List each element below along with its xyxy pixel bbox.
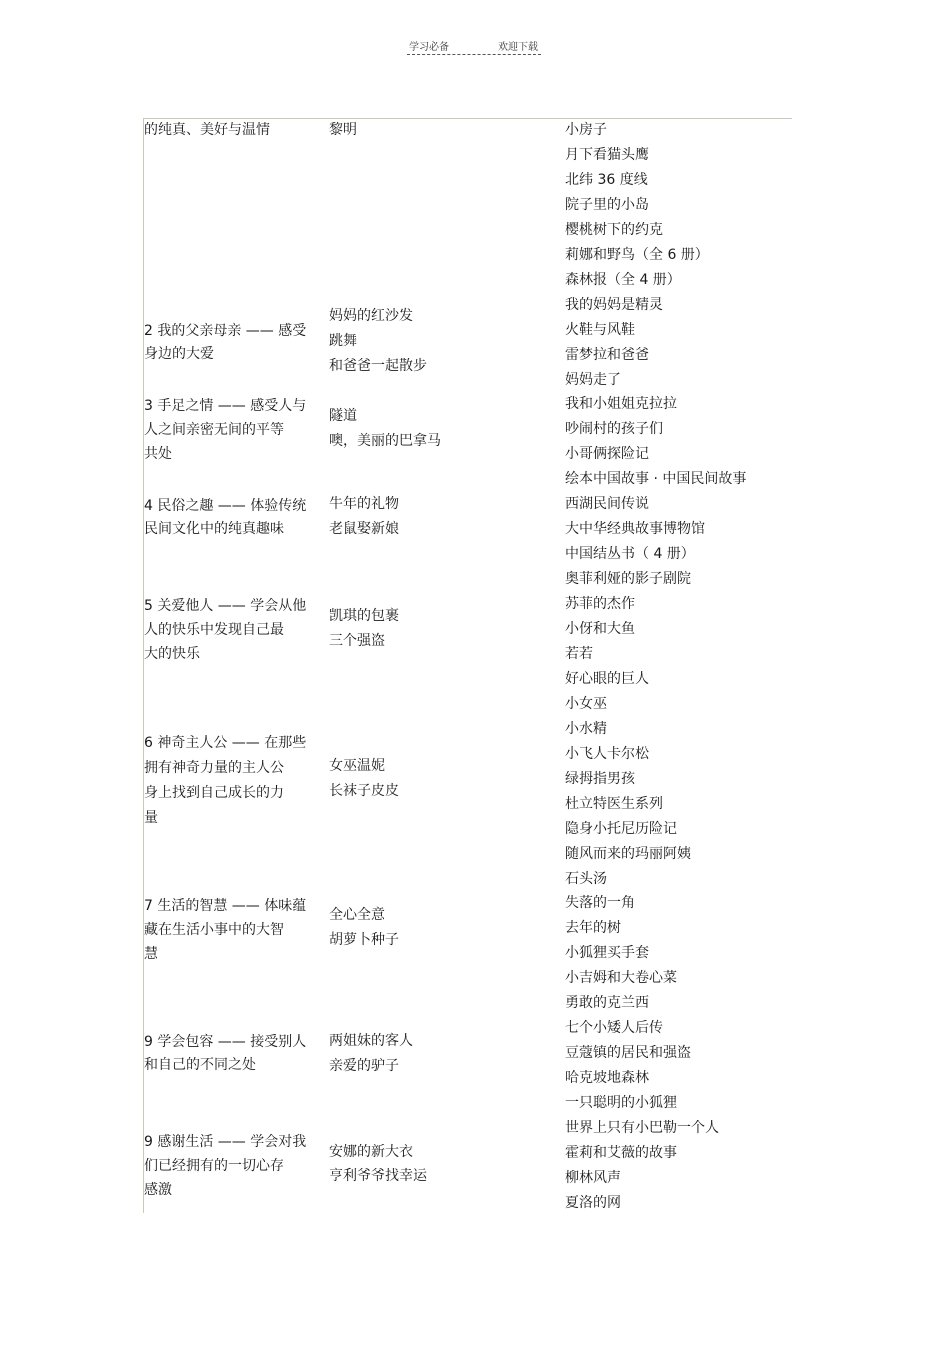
book-title: 随风而来的玛丽阿姨	[565, 845, 691, 862]
book-title: 森林报（全 4 册）	[565, 271, 681, 288]
text-title: 两姐妹的客人	[329, 1033, 413, 1049]
book-title: 大中华经典故事博物馆	[565, 521, 705, 538]
book-title: 七个小矮人后传	[565, 1020, 663, 1037]
topic-line: 5 关爱他人 —— 学会从他	[144, 598, 307, 614]
book-title: 苏菲的杰作	[565, 596, 635, 613]
topic-line: 和自己的不同之处	[144, 1057, 256, 1073]
topic-line: 身边的大爱	[144, 346, 214, 362]
topic-line: 4 民俗之趣 —— 体验传统	[144, 498, 307, 514]
text-title: 胡萝卜种子	[329, 932, 399, 948]
text-title: 老鼠娶新娘	[329, 521, 399, 537]
book-title: 隐身小托尼历险记	[565, 820, 677, 837]
book-title: 绘本中国故事 · 中国民间故事	[565, 471, 747, 488]
book-title: 哈克坡地森林	[565, 1070, 649, 1087]
book-title: 中国结丛书（ 4 册）	[565, 546, 695, 563]
book-title: 小飞人卡尔松	[565, 745, 649, 762]
book-title: 北纬 36 度线	[565, 171, 648, 188]
book-title: 小女巫	[565, 695, 607, 712]
topic-line: 藏在生活小事中的大智	[144, 922, 284, 938]
text-title: 女巫温妮	[329, 758, 385, 774]
book-title: 霍莉和艾薇的故事	[565, 1144, 677, 1161]
topic-line: 感激	[144, 1182, 172, 1198]
topic-line: 身上找到自己成长的力	[144, 785, 284, 801]
text-title: 安娜的新大衣	[329, 1144, 413, 1160]
text-title: 三个强盗	[329, 633, 385, 649]
book-title: 小水精	[565, 720, 607, 737]
book-title: 小狐狸买手套	[565, 945, 649, 962]
text-title: 噢，美丽的巴拿马	[329, 433, 441, 449]
book-title: 勇敢的克兰西	[565, 995, 649, 1012]
book-title: 院子里的小岛	[565, 196, 649, 213]
book-title: 火鞋与风鞋	[565, 321, 635, 338]
topic-line: 慧	[144, 946, 158, 962]
text-title: 妈妈的红沙发	[329, 308, 413, 324]
topic-line: 人之间亲密无间的平等	[144, 422, 284, 438]
topic-line: 拥有神奇力量的主人公	[144, 760, 284, 776]
text-title: 牛年的礼物	[329, 496, 399, 512]
book-title: 樱桃树下的约克	[565, 221, 663, 238]
book-title: 柳林风声	[565, 1169, 621, 1186]
book-title: 小伢和大鱼	[565, 621, 635, 637]
text-title: 全心全意	[329, 907, 385, 923]
book-title: 去年的树	[565, 920, 621, 937]
book-title: 好心眼的巨人	[565, 670, 649, 687]
book-title: 小哥俩探险记	[565, 446, 649, 463]
topic-line: 3 手足之情 —— 感受人与	[144, 398, 307, 414]
topic-line: 6 神奇主人公 —— 在那些	[144, 735, 307, 751]
book-title: 月下看猫头鹰	[565, 146, 649, 163]
book-title: 莉娜和野鸟（全 6 册）	[565, 246, 709, 263]
topic-line: 民间文化中的纯真趣味	[144, 521, 284, 537]
topic-line: 人的快乐中发现自己最	[144, 622, 284, 638]
book-title: 我和小姐姐克拉拉	[565, 396, 677, 413]
book-title: 石头汤	[565, 870, 607, 887]
book-title: 夏洛的网	[565, 1194, 621, 1211]
topic-line: 9 学会包容 —— 接受别人	[144, 1034, 307, 1050]
topic-line: 量	[144, 810, 158, 826]
topic-line: 们已经拥有的一切心存	[144, 1158, 284, 1174]
book-title: 小房子	[565, 122, 607, 138]
text-title: 跳舞	[329, 333, 357, 349]
topic-line: 2 我的父亲母亲 —— 感受	[144, 323, 307, 339]
book-title: 小吉姆和大卷心菜	[565, 970, 677, 987]
book-title: 一只聪明的小狐狸	[565, 1095, 677, 1112]
book-title: 妈妈走了	[565, 371, 621, 388]
book-title: 世界上只有小巴勒一个人	[565, 1120, 719, 1136]
book-title: 雷梦拉和爸爸	[565, 346, 649, 363]
topic-line: 共处	[144, 446, 172, 462]
header-right-text: 欢迎下载	[498, 42, 538, 53]
book-title: 奥菲利娅的影子剧院	[565, 571, 691, 588]
text-title: 和爸爸一起散步	[329, 358, 427, 374]
header-dashed-rule	[407, 54, 541, 55]
topic-line: 9 感谢生活 —— 学会对我	[144, 1134, 307, 1150]
book-title: 西湖民间传说	[565, 496, 649, 513]
book-title: 豆蔻镇的居民和强盗	[565, 1045, 691, 1062]
book-title: 我的妈妈是精灵	[565, 296, 663, 313]
book-title: 杜立特医生系列	[565, 795, 663, 812]
text-title: 亨利爷爷找幸运	[329, 1168, 427, 1184]
text-title: 隧道	[329, 408, 357, 424]
book-title: 吵闹村的孩子们	[565, 421, 663, 438]
topic-line: 7 生活的智慧 —— 体味蕴	[144, 898, 307, 914]
book-title: 若若	[565, 645, 593, 662]
book-title: 绿拇指男孩	[565, 770, 635, 787]
text-title: 凯琪的包裹	[329, 608, 399, 624]
header-left-text: 学习必备	[409, 42, 449, 53]
text-title: 黎明	[329, 122, 357, 138]
topic-line: 的纯真、美好与温情	[144, 122, 270, 138]
text-title: 亲爱的驴子	[329, 1058, 399, 1074]
text-title: 长袜子皮皮	[329, 783, 399, 799]
topic-line: 大的快乐	[144, 646, 200, 662]
book-title: 失落的一角	[565, 895, 635, 912]
